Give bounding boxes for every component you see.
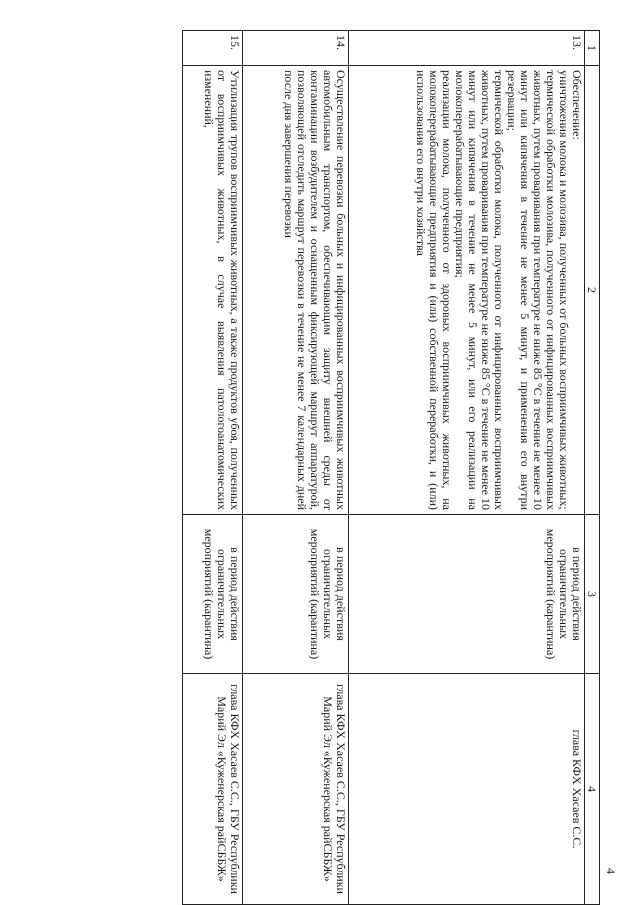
header-col-2: 2 <box>585 66 600 515</box>
header-col-1: 1 <box>585 31 600 66</box>
table-row <box>349 31 585 905</box>
row-responsible: глава КФХ Хасаев С.С., ГБУ Республики Марий Эл «Куженерская райСББЖ» <box>243 674 349 905</box>
table-header-row <box>585 31 600 905</box>
row-description: Осуществление перевозки больных и инфицированных восприимчивых животных автомобильным транспортом, обеспечивающим защиту внешней среды от контаминации возбудителем и оснащенным фиксирующей маршрут аппаратурой, позволяющей отследить маршрут перевозки в течение не менее 7 календарных дней после дня завершения перевозки <box>243 66 349 515</box>
header-col-4: 4 <box>585 674 600 905</box>
row-responsible: глава КФХ Хасаев С.С. <box>349 674 585 905</box>
rotated-table-area <box>40 30 618 894</box>
row-description: Утилизация трупов восприимчивых животных, а также продуктов убоя, полученных от восприимчивых животных, в случае выявления патологоанатомических изменений, <box>183 66 243 515</box>
row-number: 14. <box>243 31 349 66</box>
measures-table <box>182 30 600 905</box>
row-period: в период действия ограничительных мероприятий (карантина) <box>183 515 243 674</box>
row-responsible: глава КФХ Хасаев С.С., ГБУ Республики Марий Эл «Куженерская райСББЖ» <box>183 674 243 905</box>
table-row <box>243 31 349 905</box>
row-description: Обеспечение: уничтожения молока и молозива, полученных от больных восприимчивых животных; термической обработки молозива, полученного от инфицированных восприимчивых животных, путем проваривания при температуре не ниже 85 °С в течение не менее 10 минут или кипячения в течение не менее 5 минут, и применения его внутри резервации; термической обработки молока, полученного от инфицированных восприимчивых животных, путем проваривания при температуре не ниже 85 °С в течение не менее 10 минут или кипячения в течение не менее 5 минут, или его реализации на молокоперерабатывающие предприятия; реализации молока, полученного от здоровых восприимчивых животных, на молокоперерабатывающие предприятия и (или) собственной переработки, и (или) использования его внутри хозяйства <box>349 66 585 515</box>
row-number: 15. <box>183 31 243 66</box>
row-period: в период действия ограничительных мероприятий (карантина) <box>349 515 585 674</box>
row-period: в период действия ограничительных мероприятий (карантина) <box>243 515 349 674</box>
table-row <box>183 31 243 905</box>
row-number: 13. <box>349 31 585 66</box>
page-number: 4 <box>604 868 618 874</box>
header-col-3: 3 <box>585 515 600 674</box>
